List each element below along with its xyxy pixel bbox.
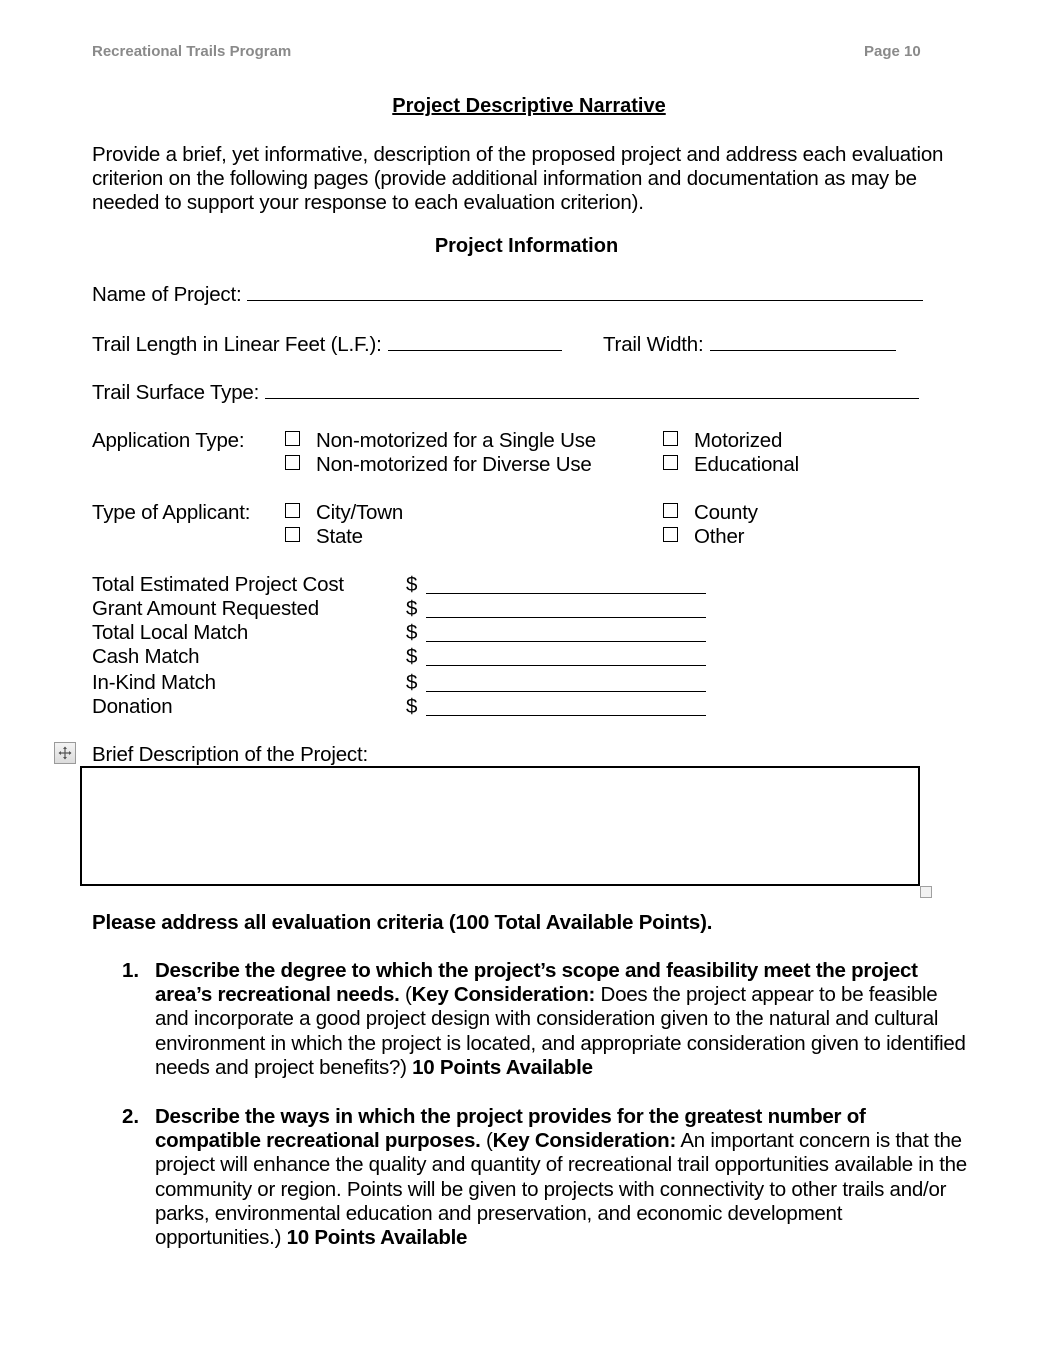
paren: ( — [399, 983, 412, 1007]
cost-label-total-local-match: Total Local Match — [92, 621, 249, 644]
cost-field-donation[interactable] — [426, 698, 706, 716]
checkbox-educational[interactable] — [663, 455, 678, 470]
option-label-motorized: Motorized — [694, 429, 783, 452]
description-label: Brief Description of the Project: — [92, 743, 368, 766]
cost-field-in-kind-match[interactable] — [426, 674, 706, 692]
checkbox-city-town[interactable] — [285, 503, 300, 518]
criterion-number: 2. — [122, 1105, 140, 1128]
trail-surface-field[interactable] — [265, 381, 919, 399]
cost-field-cash-match[interactable] — [426, 648, 706, 666]
table-resize-handle[interactable] — [920, 886, 932, 898]
criterion-item-1 — [155, 959, 970, 1080]
application-type-label: Application Type: — [92, 429, 245, 452]
trail-length-row — [92, 333, 562, 357]
trail-surface-row — [92, 381, 919, 405]
key-consideration-label: Key Consideration: — [411, 983, 596, 1007]
criterion-lead: Describe the ways in which the project provides for the greatest number of compatible recreational purposes. — [155, 1105, 866, 1153]
key-consideration-label: Key Consideration: — [492, 1129, 677, 1153]
header-program-name: Recreational Trails Program — [92, 43, 292, 60]
checkbox-motorized[interactable] — [663, 431, 678, 446]
description-text-box[interactable] — [80, 766, 920, 886]
project-name-field[interactable] — [247, 283, 923, 301]
criterion-number: 1. — [122, 959, 140, 982]
option-label-other: Other — [694, 525, 745, 548]
criterion-body: An important concern is that the project will enhance the quality and quantity of recreational trail opportunities available in the community or region. Points will be given to projects with connectivity to other trails and/or parks, environmental education and preservation, and economic development opportunities.) — [155, 1129, 967, 1250]
criterion-points: 10 Points Available — [286, 1226, 468, 1250]
header-page-number: Page 10 — [864, 43, 921, 60]
cost-field-grant-amount[interactable] — [426, 600, 706, 618]
option-label-state: State — [316, 525, 363, 548]
dollar-sign: $ — [406, 645, 418, 668]
dollar-sign: $ — [406, 671, 418, 694]
trail-width-row — [603, 333, 896, 357]
checkbox-non-motorized-diverse-use[interactable] — [285, 455, 300, 470]
checkbox-other[interactable] — [663, 527, 678, 542]
cost-field-total-estimated[interactable] — [426, 576, 706, 594]
dollar-sign: $ — [406, 621, 418, 644]
cost-label-donation: Donation — [92, 695, 173, 718]
dollar-sign: $ — [406, 597, 418, 620]
cost-label-in-kind-match: In-Kind Match — [92, 671, 216, 694]
dollar-sign: $ — [406, 573, 418, 596]
cost-label-cash-match: Cash Match — [92, 645, 200, 668]
option-label-city-town: City/Town — [316, 501, 404, 524]
applicant-type-label: Type of Applicant: — [92, 501, 251, 524]
trail-width-field[interactable] — [710, 333, 896, 351]
option-label-non-motorized-diverse-use: Non-motorized for Diverse Use — [316, 453, 592, 476]
project-name-row — [92, 283, 923, 307]
option-label-county: County — [694, 501, 758, 524]
trail-surface-label: Trail Surface Type: — [92, 381, 260, 404]
page-title: Project Descriptive Narrative — [392, 95, 666, 117]
criterion-points: 10 Points Available — [412, 1055, 593, 1079]
option-label-non-motorized-single-use: Non-motorized for a Single Use — [316, 429, 596, 452]
intro-paragraph: Provide a brief, yet informative, description of the proposed project and address each evaluation criterion on the following pages (provide additional information and documentation as may be needed to support your response to each evaluation criterion). — [92, 143, 944, 214]
project-name-label: Name of Project: — [92, 283, 242, 306]
checkbox-state[interactable] — [285, 527, 300, 542]
option-label-educational: Educational — [694, 453, 799, 476]
trail-width-label: Trail Width: — [603, 333, 704, 356]
checkbox-county[interactable] — [663, 503, 678, 518]
table-move-handle[interactable] — [54, 742, 76, 764]
criterion-body: Does the project appear to be feasible and incorporate a good project design with consideration given to the natural and cultural environment in which the project is located, and appropriate consideration given to identified needs and project benefits?) — [155, 983, 966, 1079]
four-way-arrow-icon — [58, 746, 72, 760]
criterion-lead: Describe the degree to which the project’s scope and feasibility meet the project area’s recreational needs. — [155, 959, 918, 1007]
dollar-sign: $ — [406, 695, 418, 718]
criterion-item-2 — [155, 1105, 970, 1250]
trail-length-field[interactable] — [388, 333, 562, 351]
cost-label-total-estimated: Total Estimated Project Cost — [92, 573, 344, 596]
cost-label-grant-amount: Grant Amount Requested — [92, 597, 319, 620]
paren: ( — [480, 1129, 493, 1153]
cost-field-total-local-match[interactable] — [426, 624, 706, 642]
section-heading-project-information: Project Information — [434, 235, 619, 257]
checkbox-non-motorized-single-use[interactable] — [285, 431, 300, 446]
criteria-heading: Please address all evaluation criteria (100 Total Available Points). — [92, 911, 713, 934]
trail-length-label: Trail Length in Linear Feet (L.F.): — [92, 333, 382, 356]
